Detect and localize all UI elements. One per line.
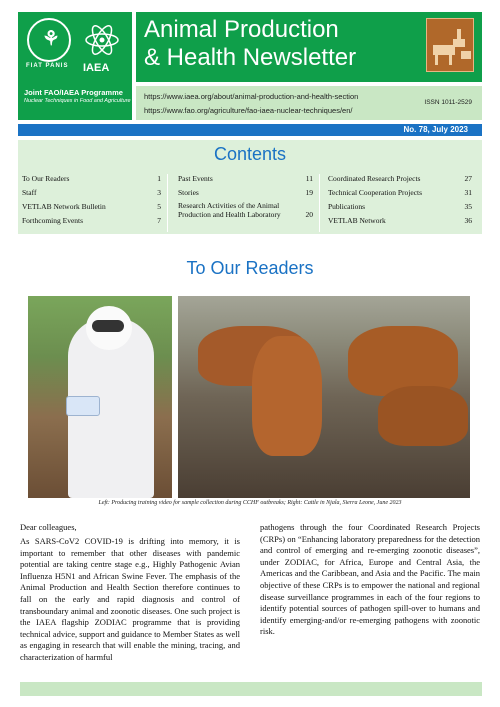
programme-logo-block <box>18 12 132 120</box>
contents-box <box>18 140 482 234</box>
fao-motto: FIAT PANIS <box>26 63 69 69</box>
iaea-atom-icon <box>82 22 122 58</box>
footer-bar <box>20 682 482 696</box>
toc-item[interactable]: Forthcoming Events 7 <box>22 216 161 225</box>
toc-item[interactable]: Stories 19 <box>178 188 313 197</box>
iaea-label: IAEA <box>83 62 110 74</box>
fao-url-link[interactable]: https://www.fao.org/agriculture/fao-iaea-nuclear-techniques/en/ <box>144 106 353 115</box>
toc-item[interactable]: VETLAB Network Bulletin 5 <box>22 202 161 211</box>
photo-caption: Left: Producing training video for sample collection during CCHF outbreaks; Right: Cattle in Njala, Sierra Leone, June 2023 <box>98 500 402 506</box>
toc-column-3 <box>328 174 478 232</box>
newsletter-title-line2: & Health Newsletter <box>144 44 357 71</box>
contents-title: Contents <box>213 144 287 164</box>
photo-cattle <box>178 296 470 498</box>
animals-emblem-icon <box>426 18 474 72</box>
section-title: To Our Readers <box>186 258 314 278</box>
cow-figure <box>348 326 458 396</box>
programme-title: Joint FAO/IAEA Programme <box>24 88 123 97</box>
cow-figure <box>252 336 322 456</box>
toc-item[interactable]: To Our Readers 1 <box>22 174 161 183</box>
url-bar <box>136 86 482 120</box>
photo-ppe-worker <box>28 296 172 498</box>
ppe-goggles <box>92 320 124 332</box>
greeting: Dear colleagues, <box>20 522 77 532</box>
toc-column-2 <box>178 174 320 232</box>
issue-bar <box>18 124 482 136</box>
body-column-right: pathogens through the four Coordinated Research Projects (CRPs) on “Enhancing laboratory preparedness for the detection and control of emerging and re-emerging zoonotic diseases”, under ZODIAC, for Africa, Europe and Central Asia, the Americas and the Caribbean, and Asia and the Pacific. The main objective of these CRPs is to empower the national and regional disease surveillance programmes in each of the four regions to identify potential sources of pathogen spill-over to humans and identify emerging-and/or re-emerging pathogens with zoonotic risk. <box>260 522 480 637</box>
newsletter-header <box>18 12 482 120</box>
issue-number: No. 78, July 2023 <box>403 125 468 134</box>
sample-bottle <box>66 396 100 416</box>
newsletter-title-line1: Animal Production <box>144 16 339 43</box>
toc-item[interactable]: Staff 3 <box>22 188 161 197</box>
newsletter-title <box>144 16 356 72</box>
toc-item[interactable]: Coordinated Research Projects 27 <box>328 174 472 183</box>
newsletter-title-bar <box>136 12 482 82</box>
cow-figure <box>378 386 468 446</box>
toc-item[interactable]: Past Events 11 <box>178 174 313 183</box>
iaea-url-link[interactable]: https://www.iaea.org/about/animal-production-and-health-section <box>144 92 359 101</box>
programme-subtitle: Nuclear Techniques in Food and Agriculture <box>24 98 131 104</box>
fao-logo-icon: ⚘ <box>27 18 71 62</box>
toc-item[interactable]: VETLAB Network 36 <box>328 216 472 225</box>
body-column-left: As SARS-CoV2 COVID-19 is drifting into memory, it is important to remember that other diseases with pandemic potential are taking centre stage e.g., Highly Pathogenic Avian Influenza H5N1 and African Swine Fever. The emphasis of the Animal Production and Health Section therefore continues to fall on the early and rapid diagnosis and control of transboundary animal and zoonotic diseases. One such project is the IAEA flagship ZODIAC programme that is providing technical advice, support and guidance to Member States as well as engaging in research that will enable the mining, tracing, and characterization of harmful <box>20 536 240 662</box>
toc-item[interactable]: Technical Cooperation Projects 31 <box>328 188 472 197</box>
toc-item[interactable]: Research Activities of the Animal Production and Health Laboratory 20 <box>178 201 313 219</box>
toc-item[interactable]: Publications 35 <box>328 202 472 211</box>
toc-column-1 <box>22 174 168 232</box>
issn-number: ISSN 1011-2529 <box>424 99 472 106</box>
